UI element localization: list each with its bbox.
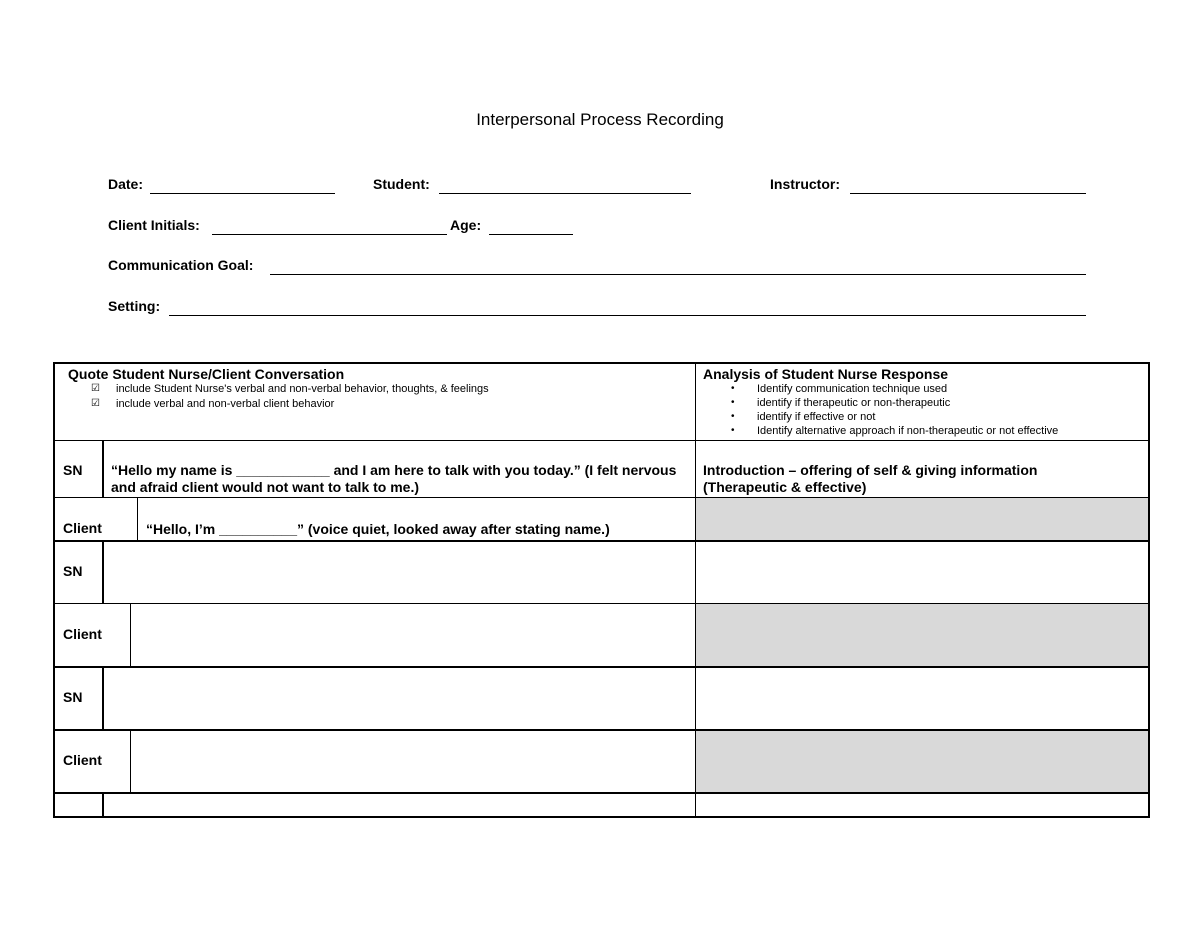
- label-divider: [102, 440, 104, 497]
- row-divider: [55, 497, 1148, 498]
- client-analysis-shade-2: [696, 604, 1148, 666]
- client-quote-example[interactable]: “Hello, I’m __________” (voice quiet, looked away after stating name.): [146, 521, 610, 537]
- student-label: Student:: [373, 176, 430, 192]
- sn-quote-example[interactable]: “Hello my name is ____________ and I am here to talk with you today.” (I felt nervous and afraid client would not want to talk to me.): [111, 462, 677, 495]
- label-divider: [102, 792, 104, 816]
- right-header-title: Analysis of Student Nurse Response: [703, 366, 949, 382]
- label-divider: [102, 540, 104, 603]
- bullet-dot-icon: •: [731, 425, 735, 436]
- client-analysis-shade-1: [696, 498, 1148, 541]
- left-header-title: Quote Student Nurse/Client Conversation: [68, 366, 345, 382]
- sn-analysis-example[interactable]: Introduction – offering of self & giving information (Therapeutic & effective): [703, 462, 1038, 495]
- date-input-line[interactable]: [150, 193, 335, 194]
- setting-label: Setting:: [108, 298, 161, 314]
- bullet-dot-icon: •: [731, 383, 735, 394]
- left-header-bullet: include verbal and non-verbal client behavior: [116, 398, 335, 410]
- row-divider: [55, 792, 1148, 794]
- communication-goal-input-line[interactable]: [270, 274, 1086, 275]
- left-header-bullet: include Student Nurse's verbal and non-verbal behavior, thoughts, & feelings: [116, 383, 489, 395]
- communication-goal-label: Communication Goal:: [108, 257, 254, 273]
- date-label: Date:: [108, 176, 144, 192]
- row-divider: [55, 440, 1148, 441]
- column-divider: [695, 364, 696, 816]
- row-divider: [55, 603, 1148, 604]
- bullet-dot-icon: •: [731, 397, 735, 408]
- label-divider: [130, 603, 131, 666]
- row-divider: [55, 666, 1148, 668]
- label-divider: [137, 497, 138, 540]
- row-label-client: Client: [63, 520, 102, 536]
- row-label-sn: SN: [63, 462, 83, 478]
- row-divider: [55, 729, 1148, 731]
- instructor-label: Instructor:: [770, 176, 840, 192]
- checkbox-hand-icon: ☑: [91, 383, 100, 394]
- right-header-bullet: identify if effective or not: [757, 411, 876, 423]
- bullet-dot-icon: •: [731, 411, 735, 422]
- process-recording-table: [53, 362, 1150, 818]
- setting-input-line[interactable]: [169, 315, 1086, 316]
- row-label-sn: SN: [63, 563, 83, 579]
- age-input-line[interactable]: [489, 234, 573, 235]
- row-label-client: Client: [63, 752, 102, 768]
- row-label-client: Client: [63, 626, 102, 642]
- right-header-bullet: Identify communication technique used: [757, 383, 948, 395]
- right-header-bullet: identify if therapeutic or non-therapeutic: [757, 397, 951, 409]
- row-label-sn: SN: [63, 689, 83, 705]
- client-initials-input-line[interactable]: [212, 234, 447, 235]
- client-analysis-shade-3: [696, 730, 1148, 792]
- age-label: Age:: [450, 217, 482, 233]
- instructor-input-line[interactable]: [850, 193, 1086, 194]
- client-initials-label: Client Initials:: [108, 217, 200, 233]
- page-title: Interpersonal Process Recording: [476, 110, 724, 129]
- right-header-bullet: Identify alternative approach if non-therapeutic or not effective: [757, 425, 1059, 437]
- row-divider: [55, 540, 1148, 542]
- label-divider: [102, 666, 104, 729]
- checkbox-hand-icon: ☑: [91, 398, 100, 409]
- student-input-line[interactable]: [439, 193, 691, 194]
- label-divider: [130, 729, 131, 792]
